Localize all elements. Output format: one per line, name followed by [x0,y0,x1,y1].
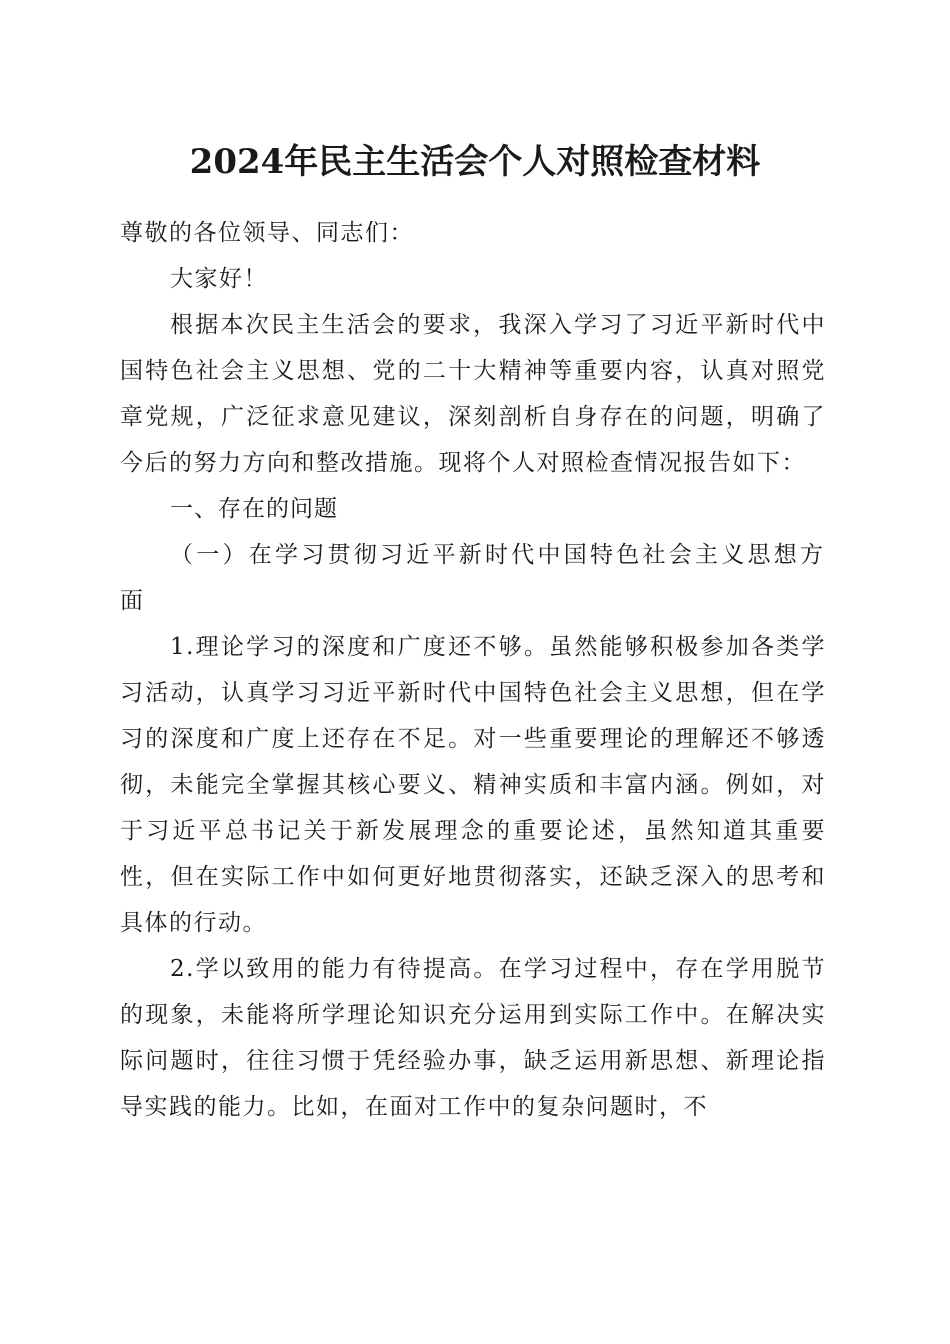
document-title: 2024年民主生活会个人对照检查材料 [189,142,761,182]
document-body [120,210,826,1130]
paragraph-item-2: 2.学以致用的能力有待提高。在学习过程中，存在学用脱节的现象，未能将所学理论知识充分运用到实际工作中。在解决实际问题时，往往习惯于凭经验办事，缺乏运用新思想、新理论指导实践的能力。比如，在面对工作中的复杂问题时，不 [120,956,826,1120]
intro-paragraph: 根据本次民主生活会的要求，我深入学习了习近平新时代中国特色社会主义思想、党的二十大精神等重要内容，认真对照党章党规，广泛征求意见建议，深刻剖析自身存在的问题，明确了今后的努力方向和整改措施。现将个人对照检查情况报告如下： [120,312,826,476]
section-heading-problems: 一、存在的问题 [170,496,338,522]
subsection-heading-study: （一）在学习贯彻习近平新时代中国特色社会主义思想方面 [120,542,826,614]
salutation: 尊敬的各位领导、同志们： [120,220,414,246]
paragraph-item-1: 1.理论学习的深度和广度还不够。虽然能够积极参加各类学习活动，认真学习习近平新时代中国特色社会主义思想，但在学习的深度和广度上还存在不足。对一些重要理论的理解还不够透彻，未能完全掌握其核心要义、精神实质和丰富内涵。例如，对于习近平总书记关于新发展理念的重要论述，虽然知道其重要性，但在实际工作中如何更好地贯彻落实，还缺乏深入的思考和具体的行动。 [120,634,826,936]
greeting: 大家好！ [170,266,268,292]
